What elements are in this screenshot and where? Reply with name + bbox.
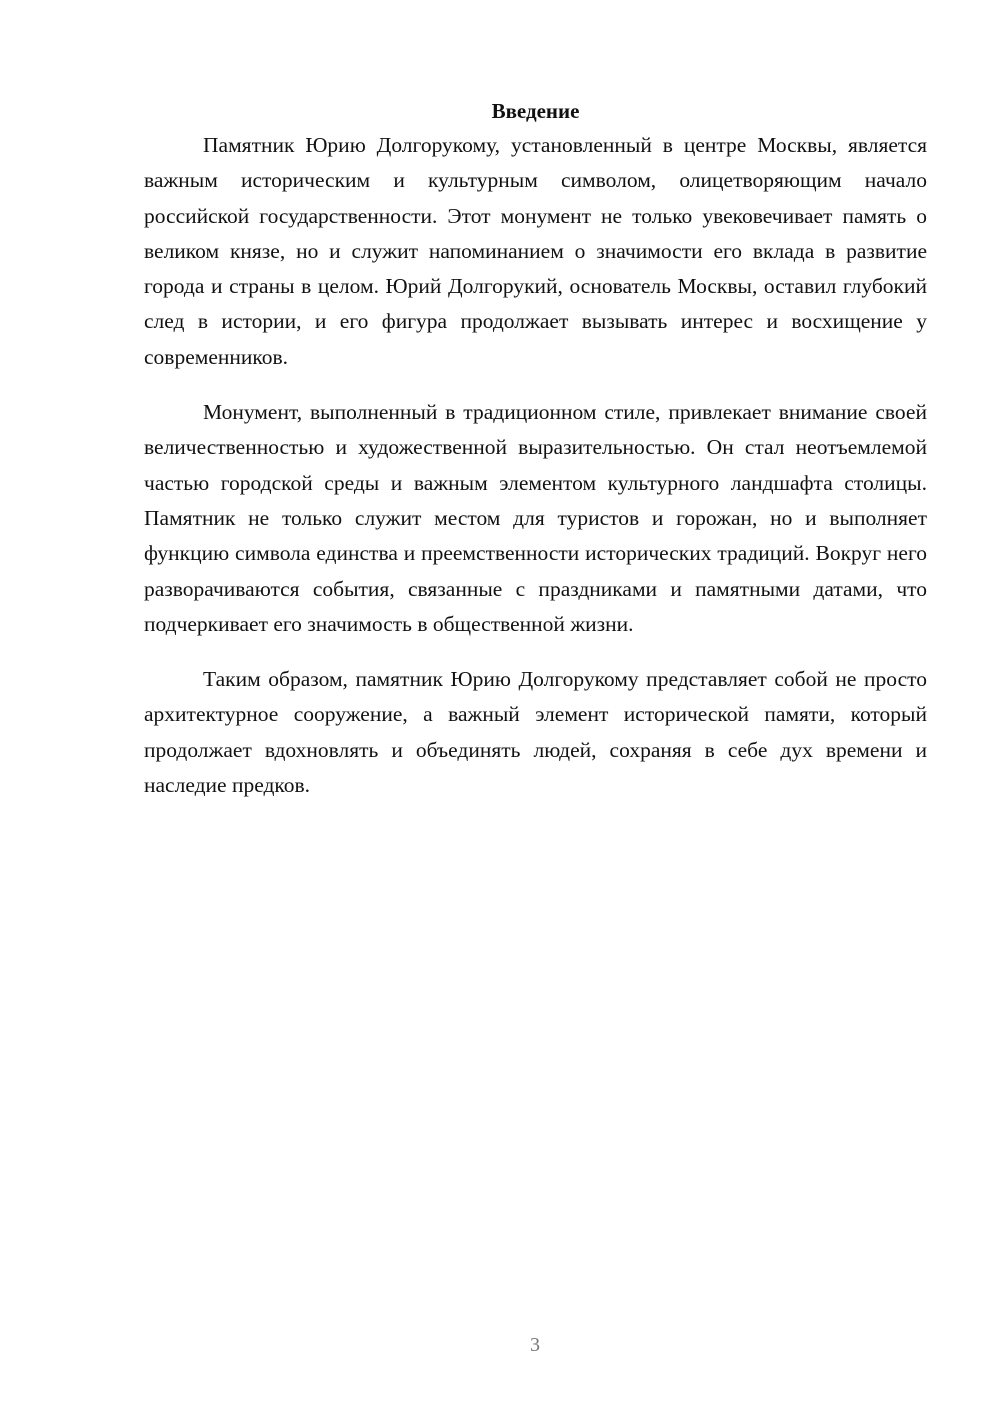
- page-content: [144, 96, 927, 823]
- page-number: 3: [530, 1334, 540, 1356]
- paragraph-2: Монумент, выполненный в традиционном стиле, привлекает внимание своей величественностью и художественной выразительностью. Он стал неотъемлемой частью городской среды и важным элементом культурного ландшафта столицы. Памятник не только служит местом для туристов и горожан, но и выполняет функцию символа единства и преемственности исторических традиций. Вокруг него разворачиваются события, связанные с праздниками и памятными датами, что подчеркивает его значимость в общественной жизни.: [144, 400, 927, 636]
- paragraph-1: Памятник Юрию Долгорукому, установленный в центре Москвы, является важным историческим и культурным символом, олицетворяющим начало российской государственности. Этот монумент не только увековечивает память о великом князе, но и служит напоминанием о значимости его вклада в развитие города и страны в целом. Юрий Долгорукий, основатель Москвы, оставил глубокий след в истории, и его фигура продолжает вызывать интерес и восхищение у современников.: [144, 133, 927, 369]
- paragraph-3: Таким образом, памятник Юрию Долгорукому представляет собой не просто архитектурное сооружение, а важный элемент исторической памяти, который продолжает вдохновлять и объединять людей, сохраняя в себе дух времени и наследие предков.: [144, 667, 927, 798]
- section-heading: Введение: [491, 99, 580, 123]
